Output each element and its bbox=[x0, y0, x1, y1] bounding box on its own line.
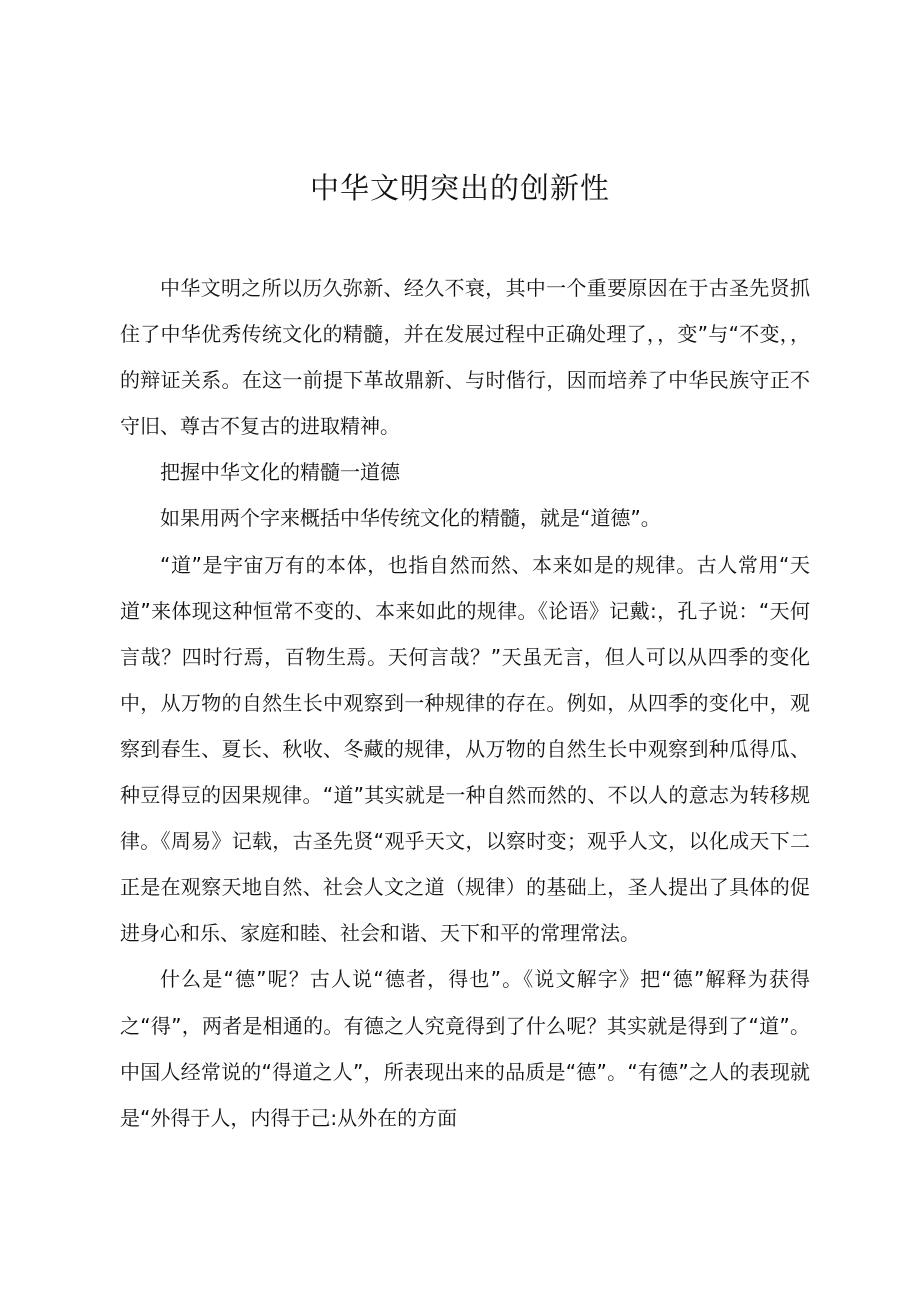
document-body bbox=[120, 265, 810, 1141]
paragraph-de: 什么是“德”呢？古人说“德者，得也”。《说文解字》把“德”解释为获得之“得”，两者是相通的。有德之人究竟得到了什么呢？其实就是得到了“道”。中国人经常说的“得道之人”，所表现出来的品质是“德”。“有德”之人的表现就是“外得于人，内得于己:从外在的方面 bbox=[120, 967, 810, 1130]
document-title: 中华文明突出的创新性 bbox=[309, 171, 610, 205]
paragraph-intro: 中华文明之所以历久弥新、经久不衰，其中一个重要原因在于古圣先贤抓住了中华优秀传统文化的精髓，并在发展过程中正确处理了，，变”与“不变，，的辩证关系。在这一前提下革故鼎新、与时偕行，因而培养了中华民族守正不守旧、尊古不复古的进取精神。 bbox=[120, 276, 810, 439]
paragraph-dao: “道”是宇宙万有的本体，也指自然而然、本来如是的规律。古人常用“天道”来体现这种恒常不变的、本来如此的规律。《论语》记戴:，孔子说：“天何言哉？四时行焉，百物生焉。天何言哉？”天虽无言，但人可以从四季的变化中，从万物的自然生长中观察到一种规律的存在。例如，从四季的变化中，观察到春生、夏长、秋收、冬藏的规律，从万物的自然生长中观察到种瓜得瓜、种豆得豆的因果规律。“道”其实就是一种自然而然的、不以人的意志为转移规律。《周易》记载，古圣先贤“观乎天文，以察时变；观乎人文，以化成天下二正是在观察天地自然、社会人文之道（规律）的基础上，圣人提出了具体的促进身心和乐、家庭和睦、社会和谐、天下和平的常理常法。 bbox=[120, 552, 810, 946]
section-heading: 把握中华文化的精髓一道德 bbox=[160, 460, 400, 485]
paragraph-summary: 如果用两个字来概括中华传统文化的精髓，就是“道德”。 bbox=[160, 506, 661, 531]
